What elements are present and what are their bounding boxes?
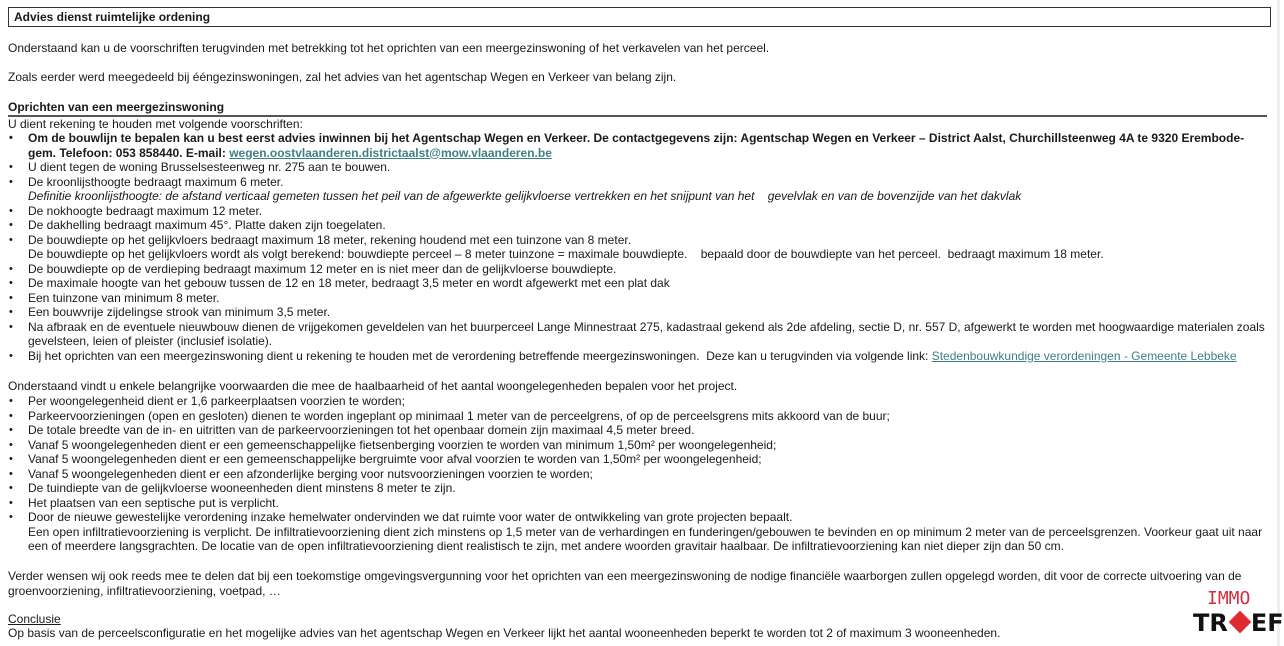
bullet-icon: • bbox=[9, 262, 13, 275]
verordeningen-link[interactable]: Stedenbouwkundige verordeningen - Gemeente Lebbeke bbox=[931, 348, 1237, 363]
list-item-text: De nokhoogte bedraagt maximum 12 meter. bbox=[28, 203, 263, 218]
title-box bbox=[8, 7, 1271, 27]
bullet-icon: • bbox=[9, 132, 13, 144]
bullet-icon: • bbox=[9, 409, 13, 422]
bullet-icon: • bbox=[9, 204, 13, 217]
section-heading-text: Oprichten van een meergezinswoning bbox=[8, 100, 225, 114]
kroonlijst-definition: Definitie kroonlijsthoogte: de afstand verticaal gemeten tussen het peil van de afgewerkte gelijkvloerse vertrekken en het snijpunt van het gevelvlak en van de bovenzijde van het dakvlak bbox=[28, 189, 1022, 203]
list-item bbox=[8, 262, 1270, 277]
contact-text: Om de bouwlijn te bepalen kan u best eerst advies inwinnen bij het Agentschap Wegen en Verkeer. De contactgegevens zijn: Agentschap Wegen en Verkeer – District Aalst, Churchillsteenweg 4A te 9320 Erembode-gem. Telefoon: 053 858440. E-mail: bbox=[28, 131, 1245, 160]
logo-text-bottom bbox=[1193, 609, 1284, 637]
list-item bbox=[8, 218, 1270, 233]
list-item-text: U dient tegen de woning Brusselsesteenweg nr. 275 aan te bouwen. bbox=[28, 160, 391, 174]
bullet-icon: • bbox=[9, 453, 13, 465]
logo-text-tr: TR bbox=[1193, 609, 1228, 637]
section-lead: U dient rekening te houden met volgende voorschriften: bbox=[8, 117, 303, 131]
list-item bbox=[8, 496, 1270, 511]
list-item bbox=[8, 438, 1270, 453]
list-item-text: De bouwdiepte op de verdieping bedraagt maximum 12 meter en is niet meer dan de gelijkvloerse bouwdiepte. bbox=[28, 261, 617, 276]
list-item bbox=[8, 320, 1270, 349]
list-item-text: Vanaf 5 woongelegenheden dient er een afzonderlijke berging voor nutsvoorzieningen voorzien te worden; bbox=[28, 466, 593, 481]
list-item-text: Na afbraak en de eventuele nieuwbouw dienen de vrijgekomen geveldelen van het buurperceel Lange Minnestraat 275, kadastraal gekend als 2de afdeling, sectie D, nr. 557 D, afgewerkt te worden met hoogwaardige materialen zoals gevelsteen, leien of pleister (inclusief isolatie). bbox=[28, 319, 1265, 348]
list-item bbox=[8, 467, 1270, 482]
bullet-icon: • bbox=[9, 467, 13, 480]
list-item-text: Door de nieuwe gewestelijke verordening inzake hemelwater ondervinden we dat ruimte voor water de ontwikkeling van grote projecten bepaalt. bbox=[28, 510, 793, 524]
list-item bbox=[8, 204, 1270, 219]
list-item-text: Bij het oprichten van een meergezinswoning dient u rekening te houden met de verordening betreffende meergezinswoningen. Deze kan u terugvinden via volgende link: bbox=[28, 348, 932, 363]
conclusion-heading: Conclusie bbox=[8, 612, 61, 626]
page-title: Advies dienst ruimtelijke ordening bbox=[14, 10, 211, 24]
bullet-icon: • bbox=[9, 511, 13, 523]
list-item bbox=[8, 481, 1270, 496]
email-link[interactable]: wegen.oostvlaanderen.districtaalst@mow.vlaanderen.be bbox=[229, 145, 552, 160]
list-item-text: De bouwdiepte op het gelijkvloers bedraagt maximum 18 meter, rekening houdend met een tuinzone van 8 meter. bbox=[28, 232, 632, 247]
intro-paragraph-1: Onderstaand kan u de voorschriften terugvinden met betrekking tot het oprichten van een meergezinswoning of het verkavelen van het perceel. bbox=[8, 41, 770, 55]
bullet-icon: • bbox=[9, 306, 13, 318]
list-item bbox=[8, 233, 1270, 262]
rules-list bbox=[8, 131, 1270, 363]
conditions-lead: Onderstaand vindt u enkele belangrijke voorwaarden die mee de haalbaarheid of het aantal woongelegenheden bepalen voor het project. bbox=[8, 379, 738, 393]
bullet-icon: • bbox=[9, 219, 13, 231]
list-item-text: De tuindiepte van de gelijkvloerse wooneenheden dient minstens 8 meter te zijn. bbox=[28, 481, 456, 495]
bullet-icon: • bbox=[9, 175, 13, 188]
bouwdiepte-note: De bouwdiepte op het gelijkvloers wordt als volgt berekend: bouwdiepte perceel – 8 meter tuinzone = maximale bouwdiepte. bepaald door de bouwdiepte van het perceel. bedraagt maximum 18 meter. bbox=[28, 247, 1104, 261]
bullet-icon: • bbox=[9, 482, 13, 494]
list-item-text: Het plaatsen van een septische put is verplicht. bbox=[28, 495, 279, 510]
list-item-text: De dakhelling bedraagt maximum 45°. Platte daken zijn toegelaten. bbox=[28, 218, 386, 232]
list-item bbox=[8, 305, 1270, 320]
infiltration-note: Een open infiltratievoorziening is verplicht. De infiltratievoorziening dient zich minstens op 1,5 meter van de verhardingen en funderingen/gebouwen te bevinden en op minimum 2 meter van de perceelsgrenzen. Voorkeur gaat uit naar een of meerdere langsgrachten. De locatie van de open infiltratievoorziening dient realistisch te zijn, met andere woorden gravitair haalbaar. De infiltratievoorziening kan niet dieper zijn dan 50 cm. bbox=[28, 524, 1263, 553]
bullet-icon: • bbox=[9, 277, 13, 289]
bullet-icon: • bbox=[9, 496, 13, 509]
list-item-text: Een bouwvrije zijdelingse strook van minimum 3,5 meter. bbox=[28, 305, 331, 319]
list-item-text: De totale breedte van de in- en uitritten van de parkeervoorzieningen tot het openbaar domein zijn maximaal 4,5 meter breed. bbox=[28, 423, 695, 437]
bullet-icon: • bbox=[9, 291, 13, 304]
list-item bbox=[8, 452, 1270, 467]
list-item-contact bbox=[8, 131, 1270, 160]
further-paragraph: Verder wensen wij ook reeds mee te delen dat bij een toekomstige omgevingsvergunning voor het oprichten van een meergezinswoning de nodige financiële waarborgen zullen opgelegd worden, dit voor de correcte uitvoering van de groenvoorziening, infiltratievoorziening, voetpad, … bbox=[8, 569, 1242, 598]
bullet-icon: • bbox=[9, 161, 13, 173]
list-item bbox=[8, 160, 1270, 175]
list-item-text: Per woongelegenheid dient er 1,6 parkeerplaatsen voorzien te worden; bbox=[28, 394, 405, 408]
logo-text-ef: EF bbox=[1250, 609, 1284, 637]
immotroef-logo bbox=[1193, 588, 1284, 641]
list-item-text: De kroonlijsthoogte bedraagt maximum 6 meter. bbox=[28, 174, 284, 189]
list-item bbox=[8, 394, 1270, 409]
bullet-icon: • bbox=[9, 349, 13, 362]
bullet-icon: • bbox=[9, 424, 13, 436]
list-item bbox=[8, 510, 1270, 554]
list-item bbox=[8, 175, 1270, 204]
conditions-list bbox=[8, 394, 1270, 554]
bullet-icon: • bbox=[9, 438, 13, 451]
list-item-text: Een tuinzone van minimum 8 meter. bbox=[28, 290, 220, 305]
page-edge bbox=[1277, 0, 1280, 646]
bullet-icon: • bbox=[9, 320, 13, 333]
list-item-text: De maximale hoogte van het gebouw tussen de 12 en 18 meter, bedraagt 3,5 meter en wordt afgewerkt met een plat dak bbox=[28, 276, 670, 290]
list-item bbox=[8, 349, 1270, 364]
section-heading bbox=[8, 100, 1267, 117]
diamond-icon bbox=[1229, 611, 1252, 634]
list-item-text: Vanaf 5 woongelegenheden dient er een gemeenschappelijke bergruimte voor afval voorzien te worden van 1,50m² per woongelegenheid; bbox=[28, 452, 762, 466]
list-item bbox=[8, 423, 1270, 438]
logo-text-top: IMMO bbox=[1207, 588, 1251, 609]
list-item bbox=[8, 291, 1270, 306]
list-item bbox=[8, 276, 1270, 291]
list-item-text: Parkeervoorzieningen (open en gesloten) dienen te worden ingeplant op minimaal 1 meter van de perceelgrens, of op de perceelsgrens mits akkoord van de buur; bbox=[28, 408, 890, 423]
list-item-text: Vanaf 5 woongelegenheden dient er een gemeenschappelijke fietsenberging voorzien te worden van minimum 1,50m² per woongelegenheid; bbox=[28, 437, 777, 452]
bullet-icon: • bbox=[9, 395, 13, 407]
list-item bbox=[8, 409, 1270, 424]
bullet-icon: • bbox=[9, 233, 13, 246]
conclusion-text: Op basis van de perceelsconfiguratie en het mogelijke advies van het agentschap Wegen en Verkeer lijkt het aantal wooneenheden beperkt te worden tot 2 of maximum 3 wooneenheden. bbox=[8, 626, 1001, 640]
intro-paragraph-2: Zoals eerder werd meegedeeld bij ééngezinswoningen, zal het advies van het agentschap Wegen en Verkeer van belang zijn. bbox=[8, 70, 677, 84]
